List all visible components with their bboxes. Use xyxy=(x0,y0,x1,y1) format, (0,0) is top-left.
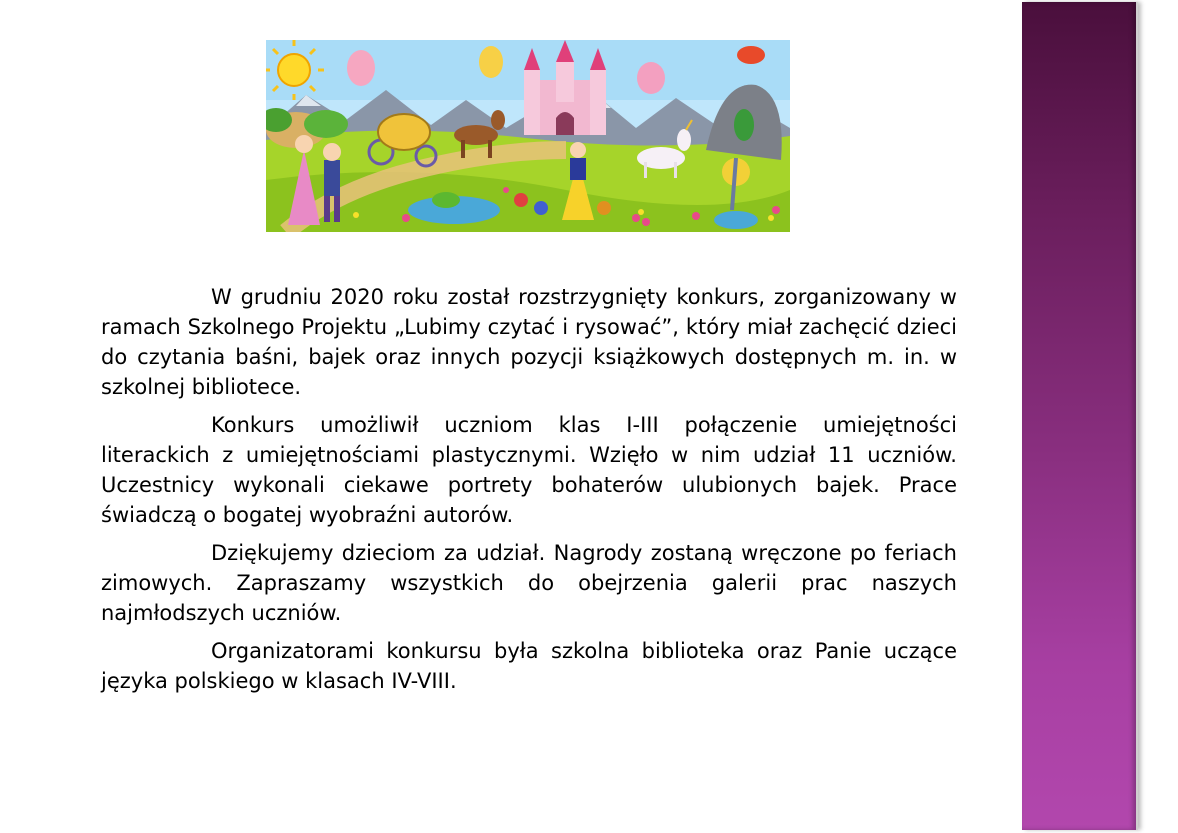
paragraph-2: Konkurs umożliwił uczniom klas I-III połączenie umiejętności literackich z umiejętnościami plastycznymi. Wzięło w nim udział 11 uczniów. Uczestnicy wykonali ciekawe portrety bohaterów ulubionych bajek. Prace świadczą o bogatej wyobraźni autorów. xyxy=(101,413,957,527)
paragraph-1: W grudniu 2020 roku został rozstrzygnięty konkurs, zorganizowany w ramach Szkolnego Projektu „Lubimy czytać i rysować”, który miał zachęcić dzieci do czytania baśni, bajek oraz innych pozycji książkowych dostępnych m. in. w szkolnej bibliotece. xyxy=(101,285,957,399)
fairy-tale-banner-image xyxy=(266,40,790,232)
article-text xyxy=(101,282,957,704)
paragraph-3: Dziękujemy dzieciom za udział. Nagrody zostaną wręczone po feriach zimowych. Zapraszamy wszystkich do obejrzenia galerii prac naszych najmłodszych uczniów. xyxy=(101,541,957,625)
decorative-side-bar xyxy=(1022,2,1138,830)
paragraph-4: Organizatorami konkursu była szkolna biblioteka oraz Panie uczące języka polskiego w klasach IV-VIII. xyxy=(101,639,957,693)
